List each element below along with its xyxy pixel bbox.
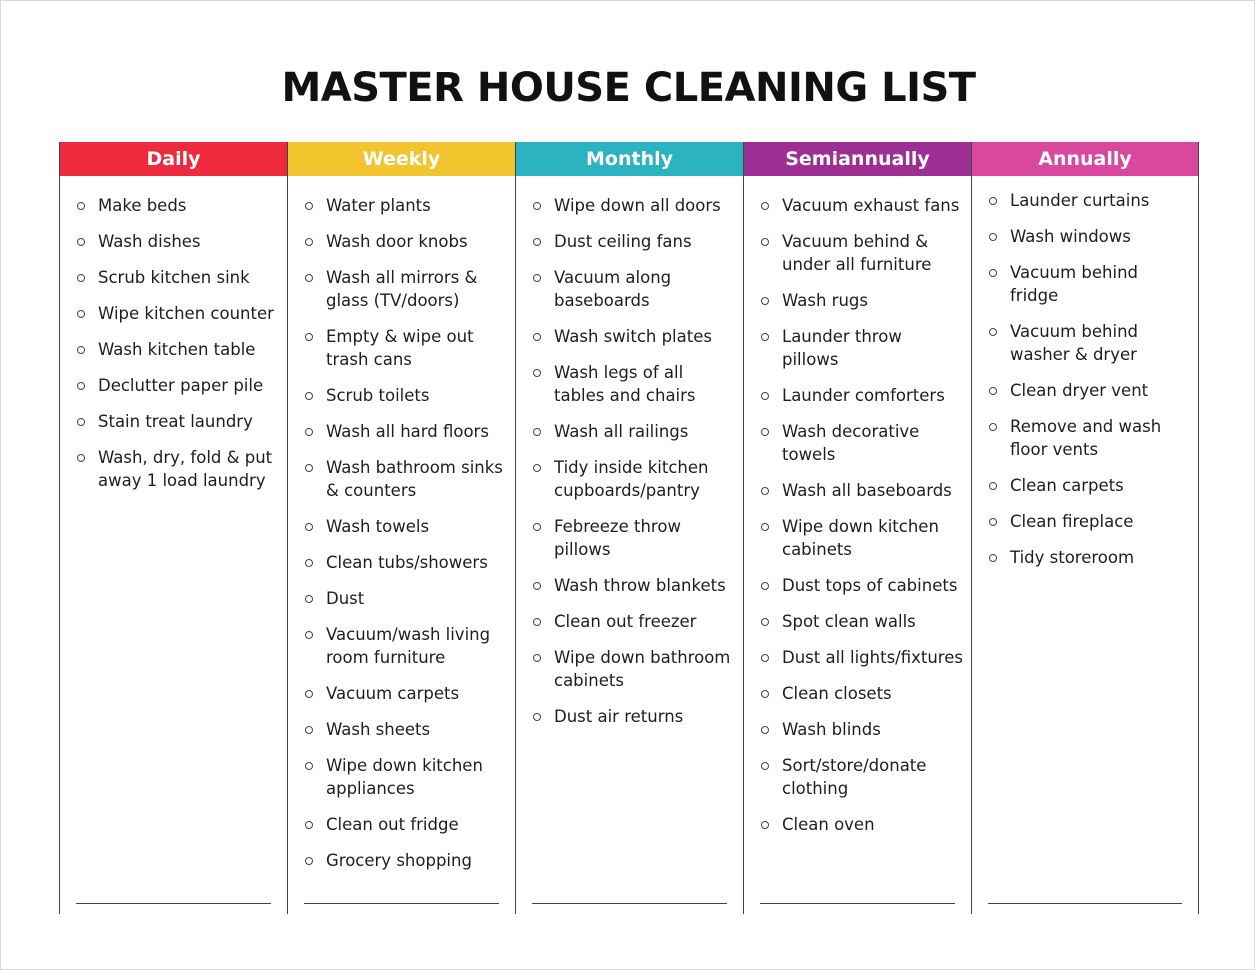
column-semiannually (743, 142, 971, 914)
circle-bullet-icon (761, 487, 769, 495)
circle-bullet-icon (989, 554, 997, 562)
list-item: Remove and wash floor vents (988, 415, 1190, 461)
list-item: Grocery shopping (304, 849, 507, 872)
list-item: Wash, dry, fold & put away 1 load laundry (76, 446, 279, 492)
circle-bullet-icon (761, 392, 769, 400)
circle-bullet-icon (761, 582, 769, 590)
circle-bullet-icon (305, 821, 313, 829)
list-item: Wash windows (988, 225, 1190, 248)
list-item: Vacuum behind fridge (988, 261, 1190, 307)
circle-bullet-icon (989, 269, 997, 277)
list-item: Scrub kitchen sink (76, 266, 279, 289)
list-item: Vacuum behind washer & dryer (988, 320, 1190, 366)
list-item: Vacuum behind & under all furniture (760, 230, 963, 276)
circle-bullet-icon (305, 762, 313, 770)
column-monthly (515, 142, 743, 914)
circle-bullet-icon (989, 233, 997, 241)
circle-bullet-icon (989, 482, 997, 490)
list-item: Wash rugs (760, 289, 963, 312)
column-header-monthly: Monthly (516, 142, 743, 176)
list-item: Tidy storeroom (988, 546, 1190, 569)
circle-bullet-icon (761, 238, 769, 246)
list-item: Clean out fridge (304, 813, 507, 836)
column-header-daily: Daily (60, 142, 287, 176)
weekly-task-list (304, 194, 507, 885)
list-item: Wipe down kitchen appliances (304, 754, 507, 800)
list-item: Wash door knobs (304, 230, 507, 253)
circle-bullet-icon (77, 346, 85, 354)
list-item: Wash switch plates (532, 325, 735, 348)
circle-bullet-icon (533, 333, 541, 341)
list-item: Empty & wipe out trash cans (304, 325, 507, 371)
circle-bullet-icon (989, 387, 997, 395)
circle-bullet-icon (533, 523, 541, 531)
list-item: Dust (304, 587, 507, 610)
circle-bullet-icon (77, 202, 85, 210)
circle-bullet-icon (305, 857, 313, 865)
list-item: Make beds (76, 194, 279, 217)
circle-bullet-icon (77, 238, 85, 246)
semiannual-task-list (760, 194, 963, 849)
list-item: Tidy inside kitchen cupboards/pantry (532, 456, 735, 502)
list-item: Stain treat laundry (76, 410, 279, 433)
list-item: Vacuum carpets (304, 682, 507, 705)
column-header-annually: Annually (972, 142, 1198, 176)
list-item: Wipe kitchen counter (76, 302, 279, 325)
circle-bullet-icon (761, 428, 769, 436)
circle-bullet-icon (761, 297, 769, 305)
daily-task-list (76, 194, 279, 505)
circle-bullet-icon (305, 595, 313, 603)
circle-bullet-icon (989, 518, 997, 526)
list-item: Declutter paper pile (76, 374, 279, 397)
list-item: Wash legs of all tables and chairs (532, 361, 735, 407)
circle-bullet-icon (533, 654, 541, 662)
list-item: Clean oven (760, 813, 963, 836)
circle-bullet-icon (305, 523, 313, 531)
circle-bullet-icon (305, 464, 313, 472)
column-header-semiannually: Semiannually (744, 142, 971, 176)
circle-bullet-icon (533, 582, 541, 590)
list-item: Wash all railings (532, 420, 735, 443)
list-item: Dust air returns (532, 705, 735, 728)
list-item: Vacuum exhaust fans (760, 194, 963, 217)
list-item: Wash sheets (304, 718, 507, 741)
list-item: Wash dishes (76, 230, 279, 253)
circle-bullet-icon (761, 762, 769, 770)
circle-bullet-icon (761, 333, 769, 341)
list-item: Launder throw pillows (760, 325, 963, 371)
footer-rule (532, 903, 727, 904)
list-item: Clean carpets (988, 474, 1190, 497)
circle-bullet-icon (77, 382, 85, 390)
list-item: Vacuum along baseboards (532, 266, 735, 312)
list-item: Wash towels (304, 515, 507, 538)
circle-bullet-icon (305, 428, 313, 436)
circle-bullet-icon (77, 274, 85, 282)
circle-bullet-icon (305, 726, 313, 734)
list-item: Dust tops of cabinets (760, 574, 963, 597)
list-item: Wash all mirrors & glass (TV/doors) (304, 266, 507, 312)
list-item: Wipe down bathroom cabinets (532, 646, 735, 692)
circle-bullet-icon (305, 274, 313, 282)
circle-bullet-icon (77, 454, 85, 462)
list-item: Spot clean walls (760, 610, 963, 633)
circle-bullet-icon (533, 428, 541, 436)
list-item: Wipe down all doors (532, 194, 735, 217)
list-item: Wash kitchen table (76, 338, 279, 361)
circle-bullet-icon (533, 238, 541, 246)
circle-bullet-icon (761, 726, 769, 734)
circle-bullet-icon (533, 274, 541, 282)
list-item: Clean out freezer (532, 610, 735, 633)
circle-bullet-icon (533, 464, 541, 472)
circle-bullet-icon (305, 559, 313, 567)
circle-bullet-icon (77, 310, 85, 318)
list-item: Clean fireplace (988, 510, 1190, 533)
circle-bullet-icon (761, 690, 769, 698)
circle-bullet-icon (989, 197, 997, 205)
circle-bullet-icon (305, 631, 313, 639)
footer-rule (76, 903, 271, 904)
list-item: Launder comforters (760, 384, 963, 407)
footer-rule (988, 903, 1182, 904)
column-daily (59, 142, 287, 914)
cleaning-columns (59, 142, 1199, 914)
circle-bullet-icon (305, 202, 313, 210)
column-weekly (287, 142, 515, 914)
list-item: Sort/store/donate clothing (760, 754, 963, 800)
circle-bullet-icon (761, 523, 769, 531)
list-item: Clean dryer vent (988, 379, 1190, 402)
list-item: Wash all hard floors (304, 420, 507, 443)
circle-bullet-icon (533, 202, 541, 210)
footer-rule (760, 903, 955, 904)
list-item: Wash decorative towels (760, 420, 963, 466)
monthly-task-list (532, 194, 735, 741)
list-item: Wipe down kitchen cabinets (760, 515, 963, 561)
list-item: Launder curtains (988, 189, 1190, 212)
column-annually (971, 142, 1199, 914)
circle-bullet-icon (533, 618, 541, 626)
list-item: Clean closets (760, 682, 963, 705)
circle-bullet-icon (533, 369, 541, 377)
list-item: Scrub toilets (304, 384, 507, 407)
circle-bullet-icon (989, 423, 997, 431)
list-item: Wash all baseboards (760, 479, 963, 502)
circle-bullet-icon (761, 654, 769, 662)
circle-bullet-icon (761, 821, 769, 829)
list-item: Wash throw blankets (532, 574, 735, 597)
list-item: Water plants (304, 194, 507, 217)
annual-task-list (988, 189, 1190, 582)
list-item: Dust ceiling fans (532, 230, 735, 253)
list-item: Febreeze throw pillows (532, 515, 735, 561)
circle-bullet-icon (761, 202, 769, 210)
page-title: MASTER HOUSE CLEANING LIST (281, 65, 976, 111)
column-header-weekly: Weekly (288, 142, 515, 176)
footer-rule (304, 903, 499, 904)
circle-bullet-icon (533, 713, 541, 721)
list-item: Wash bathroom sinks & counters (304, 456, 507, 502)
list-item: Vacuum/wash living room furniture (304, 623, 507, 669)
circle-bullet-icon (305, 238, 313, 246)
circle-bullet-icon (989, 328, 997, 336)
list-item: Dust all lights/fixtures (760, 646, 963, 669)
circle-bullet-icon (761, 618, 769, 626)
circle-bullet-icon (305, 392, 313, 400)
list-item: Wash blinds (760, 718, 963, 741)
circle-bullet-icon (77, 418, 85, 426)
list-item: Clean tubs/showers (304, 551, 507, 574)
circle-bullet-icon (305, 690, 313, 698)
circle-bullet-icon (305, 333, 313, 341)
